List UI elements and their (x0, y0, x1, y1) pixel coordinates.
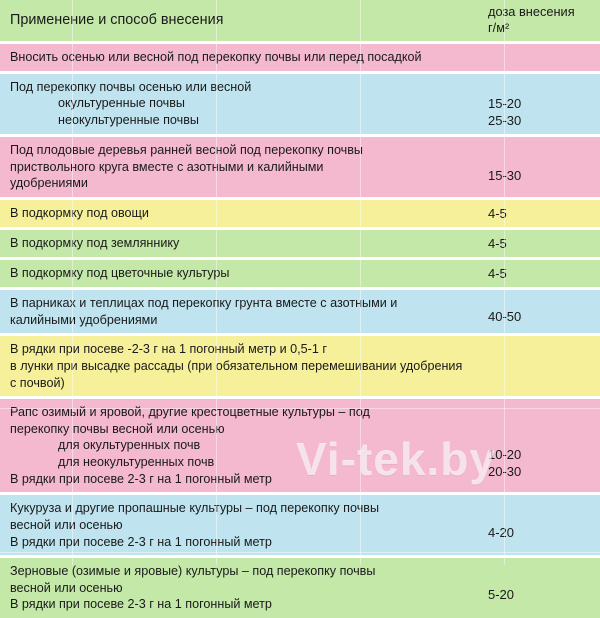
row-line: В рядки при посеве 2-3 г на 1 погонный метр (10, 534, 272, 549)
row-subline: окультуренные почвы (58, 96, 185, 111)
row-line: В рядки при посеве 2-3 г на 1 погонный метр (10, 597, 272, 612)
row-line: В рядки при посеве 2-3 г на 1 погонный метр (10, 471, 272, 486)
row-dose-cell (478, 399, 600, 492)
dose-value: 15-30 (488, 168, 522, 184)
row-dose-cell (478, 230, 600, 257)
table-row (0, 44, 600, 71)
row-dose-cell (478, 260, 600, 287)
row-application-cell (0, 495, 478, 555)
row-line: весной или осенью (10, 580, 123, 595)
dose-value: 10-20 (488, 446, 522, 462)
row-application-cell (0, 260, 478, 287)
watermark-text: Vi-tek.by (296, 433, 496, 485)
table-row (0, 399, 600, 492)
row-line: весной или осенью (10, 517, 123, 532)
row-application-cell (0, 336, 478, 396)
row-line: в лунки при высадке рассады (при обязательном перемешивании удобрения (10, 359, 463, 374)
header-dose-line2: г/м² (488, 19, 510, 35)
row-line: калийными удобрениями (10, 312, 158, 327)
row-line: В подкормку под овощи (10, 205, 149, 220)
row-subline: для окультуренных почв (58, 438, 201, 453)
dose-value: 4-5 (488, 266, 507, 282)
dose-value: 4-5 (488, 205, 507, 221)
table-row (0, 260, 600, 287)
row-line: Под перекопку почвы осенью или весной (10, 79, 252, 94)
dose-value: 20-30 (488, 463, 522, 479)
row-application-cell (0, 230, 478, 257)
dose-value: 5-20 (488, 587, 515, 603)
row-application-cell (0, 290, 478, 333)
row-dose-cell (478, 74, 600, 134)
row-line: В рядки при посеве -2-3 г на 1 погонный метр и 0,5-1 г (10, 342, 327, 357)
row-line: Под плодовые деревья ранней весной под перекопку почвы (10, 142, 363, 157)
row-application-cell (0, 137, 478, 197)
table-row (0, 290, 600, 333)
header-application-cell: Применение и способ внесения (10, 11, 224, 28)
table-row (0, 137, 600, 197)
dose-value: 4-20 (488, 524, 515, 540)
row-dose-cell (478, 558, 600, 618)
row-dose-cell (478, 44, 600, 71)
row-dose-cell (478, 200, 600, 227)
row-line: В подкормку под цветочные культуры (10, 266, 230, 281)
table-row (0, 230, 600, 257)
row-line: В парниках и теплицах под перекопку грунта вместе с азотными и (10, 296, 398, 311)
row-dose-cell (478, 336, 600, 396)
row-application-cell (0, 74, 478, 134)
table-row (0, 200, 600, 227)
row-application-cell (0, 200, 478, 227)
row-line: удобрениями (10, 176, 88, 191)
row-line: с почвой) (10, 375, 65, 390)
row-application-cell (0, 558, 478, 618)
row-line: перекопку почвы весной или осенью (10, 421, 225, 436)
row-subline: неокультуренные почвы (58, 112, 199, 127)
table-row (0, 74, 600, 134)
row-application-cell (0, 399, 478, 492)
dose-value: 15-20 (488, 95, 522, 111)
row-line: Рапс озимый и яровой, другие крестоцветные культуры – под (10, 405, 370, 420)
header-dose-cell (478, 0, 600, 41)
header-dose-line1: доза внесения (488, 4, 575, 19)
table-header-row (0, 0, 600, 41)
row-dose-cell (478, 495, 600, 555)
row-dose-cell (478, 290, 600, 333)
row-dose-cell (478, 137, 600, 197)
row-line: В подкормку под земляннику (10, 235, 180, 250)
row-line: Кукуруза и другие пропашные культуры – под перекопку почвы (10, 501, 380, 516)
dose-value: 25-30 (488, 112, 522, 128)
row-line: Зерновые (озимые и яровые) культуры – под перекопку почвы (10, 564, 376, 579)
row-application-cell (0, 44, 478, 71)
table-row (0, 558, 600, 618)
dose-value: 40-50 (488, 309, 522, 325)
row-line: Вносить осенью или весной под перекопку почвы или перед посадкой (10, 49, 422, 64)
table-row (0, 495, 600, 555)
table-row (0, 336, 600, 396)
row-line: приствольного круга вместе с азотными и калийными (10, 159, 324, 174)
dose-value: 4-5 (488, 235, 507, 251)
row-subline: для неокультуренных почв (58, 455, 215, 470)
